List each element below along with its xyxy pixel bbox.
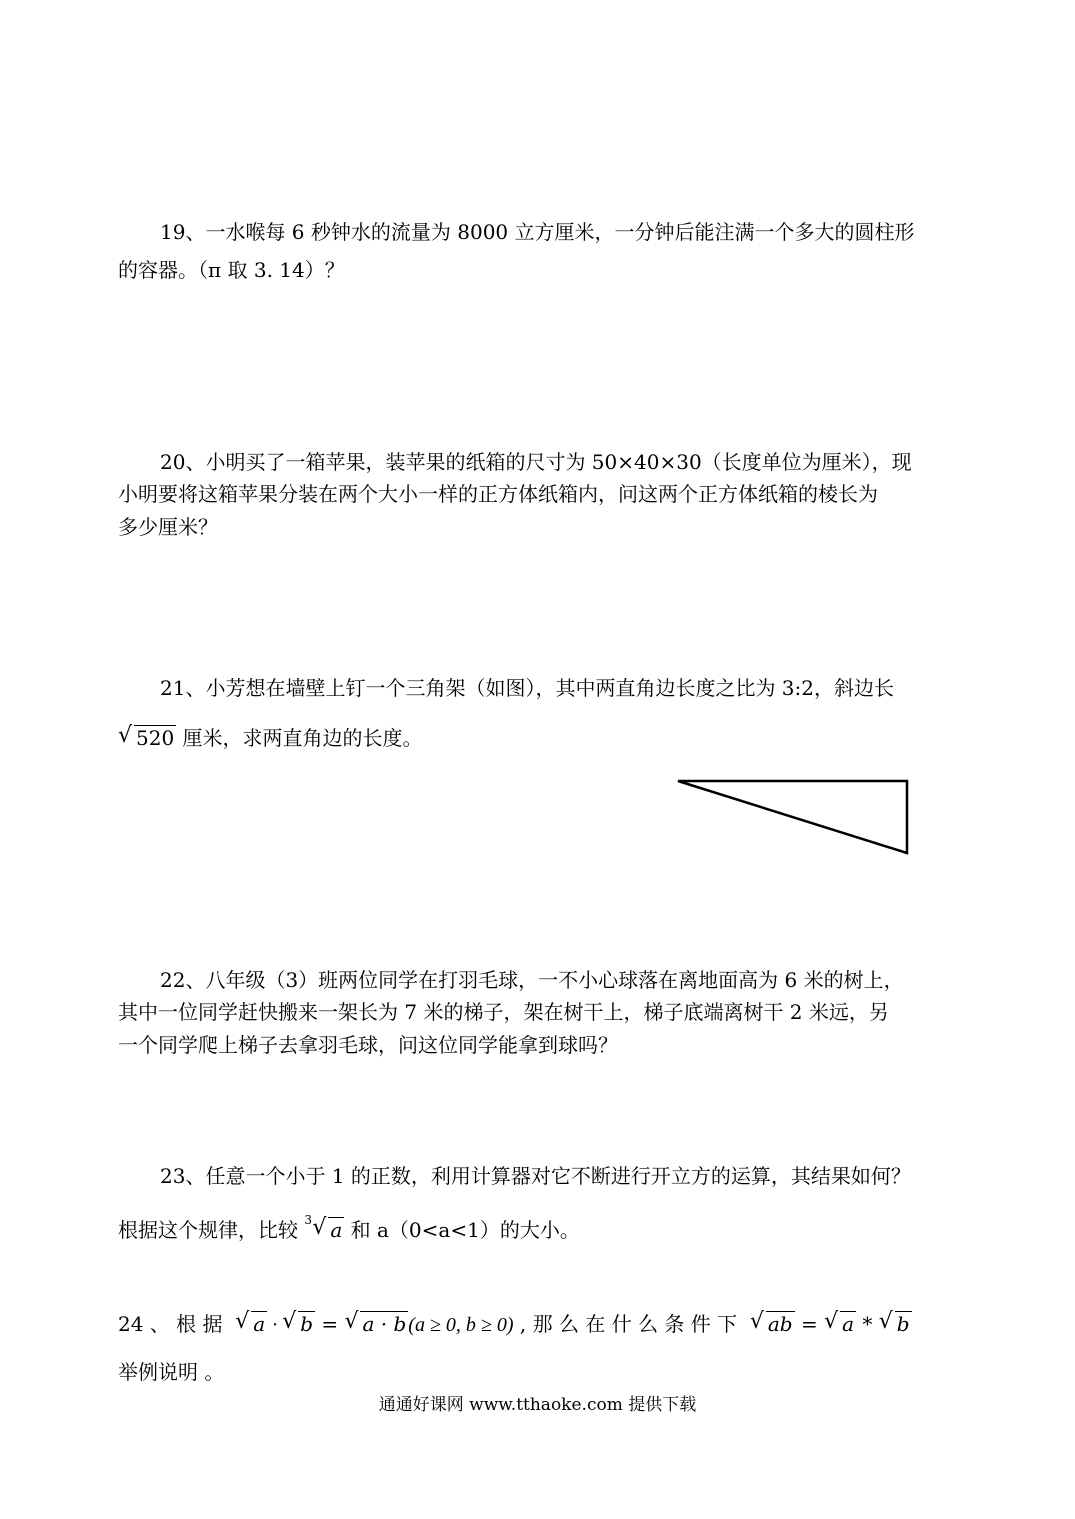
q19-line-1: 19、一水喉每 6 秒钟水的流量为 8000 立方厘米，一分钟后能注满一个多大的圆柱形 xyxy=(160,220,915,244)
q19-line-2: 的容器。（π 取 3. 14）？ xyxy=(118,258,345,282)
q20-line-2: 小明要将这箱苹果分装在两个大小一样的正方体纸箱内，问这两个正方体纸箱的棱长为 xyxy=(118,482,878,506)
q22-line-2: 其中一位同学赶快搬来一架长为 7 米的梯子，架在树干上，梯子底端离树干 2 米远，另 xyxy=(118,1000,889,1024)
q24-prefix: 24 、 根 据 xyxy=(118,1312,223,1336)
q22-line-1: 22、八年级（3）班两位同学在打羽毛球，一不小心球落在离地面高为 6 米的树上， xyxy=(160,968,904,992)
q22-line-3: 一个同学爬上梯子去拿羽毛球，问这位同学能拿到球吗？ xyxy=(118,1033,618,1057)
cube-root-a: 3 √ a xyxy=(304,1216,344,1244)
q23-line-2-pre: 根据这个规律，比较 xyxy=(118,1218,298,1242)
q24-line-1: 24 、 根 据 √ a · √ b = √ a · b (a ≥ 0, b ≥ 0) , 那 么 在 什 么 条 件 下 √ ab = √ a * √ b xyxy=(118,1309,910,1336)
sqrt-b-1: √ b xyxy=(282,1309,313,1336)
q20-line-3: 多少厘米？ xyxy=(118,515,218,539)
q23-line-1: 23、任意一个小于 1 的正数，利用计算器对它不断进行开立方的运算，其结果如何？ xyxy=(160,1164,911,1188)
q24-line-2: 举例说明 。 xyxy=(118,1360,225,1384)
sqrt-a-1: √ a xyxy=(235,1309,266,1336)
radicand-520: 520 xyxy=(136,726,175,750)
q23-line-2-post: 和 a（0<a<1）的大小。 xyxy=(344,1218,580,1242)
sqrt-b-2: √ b xyxy=(878,1309,910,1336)
sqrt-a-dot-b: √ a · b xyxy=(344,1309,407,1336)
sqrt-a-2: √ a xyxy=(824,1309,855,1336)
triangle-shape xyxy=(678,781,907,853)
cube-root-index: 3 xyxy=(304,1213,312,1227)
sqrt-520: √ 520 xyxy=(118,723,175,750)
footer-download-note: 通通好课网 www.tthaoke.com 提供下载 xyxy=(378,1395,697,1415)
q20-line-1: 20、小明买了一箱苹果，装苹果的纸箱的尺寸为 50×40×30（长度单位为厘米），现 xyxy=(160,450,912,474)
q24-condition: (a ≥ 0, b ≥ 0) xyxy=(408,1314,514,1336)
q23-line-2 xyxy=(118,1213,580,1244)
q21-line-1: 21、小芳想在墙壁上钉一个三角架（如图），其中两直角边长度之比为 3:2，斜边长 xyxy=(160,676,894,700)
cube-root-radicand: a xyxy=(330,1218,343,1242)
q21-line-2-text: 厘米，求两直角边的长度。 xyxy=(176,726,423,750)
sqrt-ab: √ ab xyxy=(749,1309,793,1336)
q24-mid: , 那 么 在 什 么 条 件 下 xyxy=(513,1312,738,1336)
